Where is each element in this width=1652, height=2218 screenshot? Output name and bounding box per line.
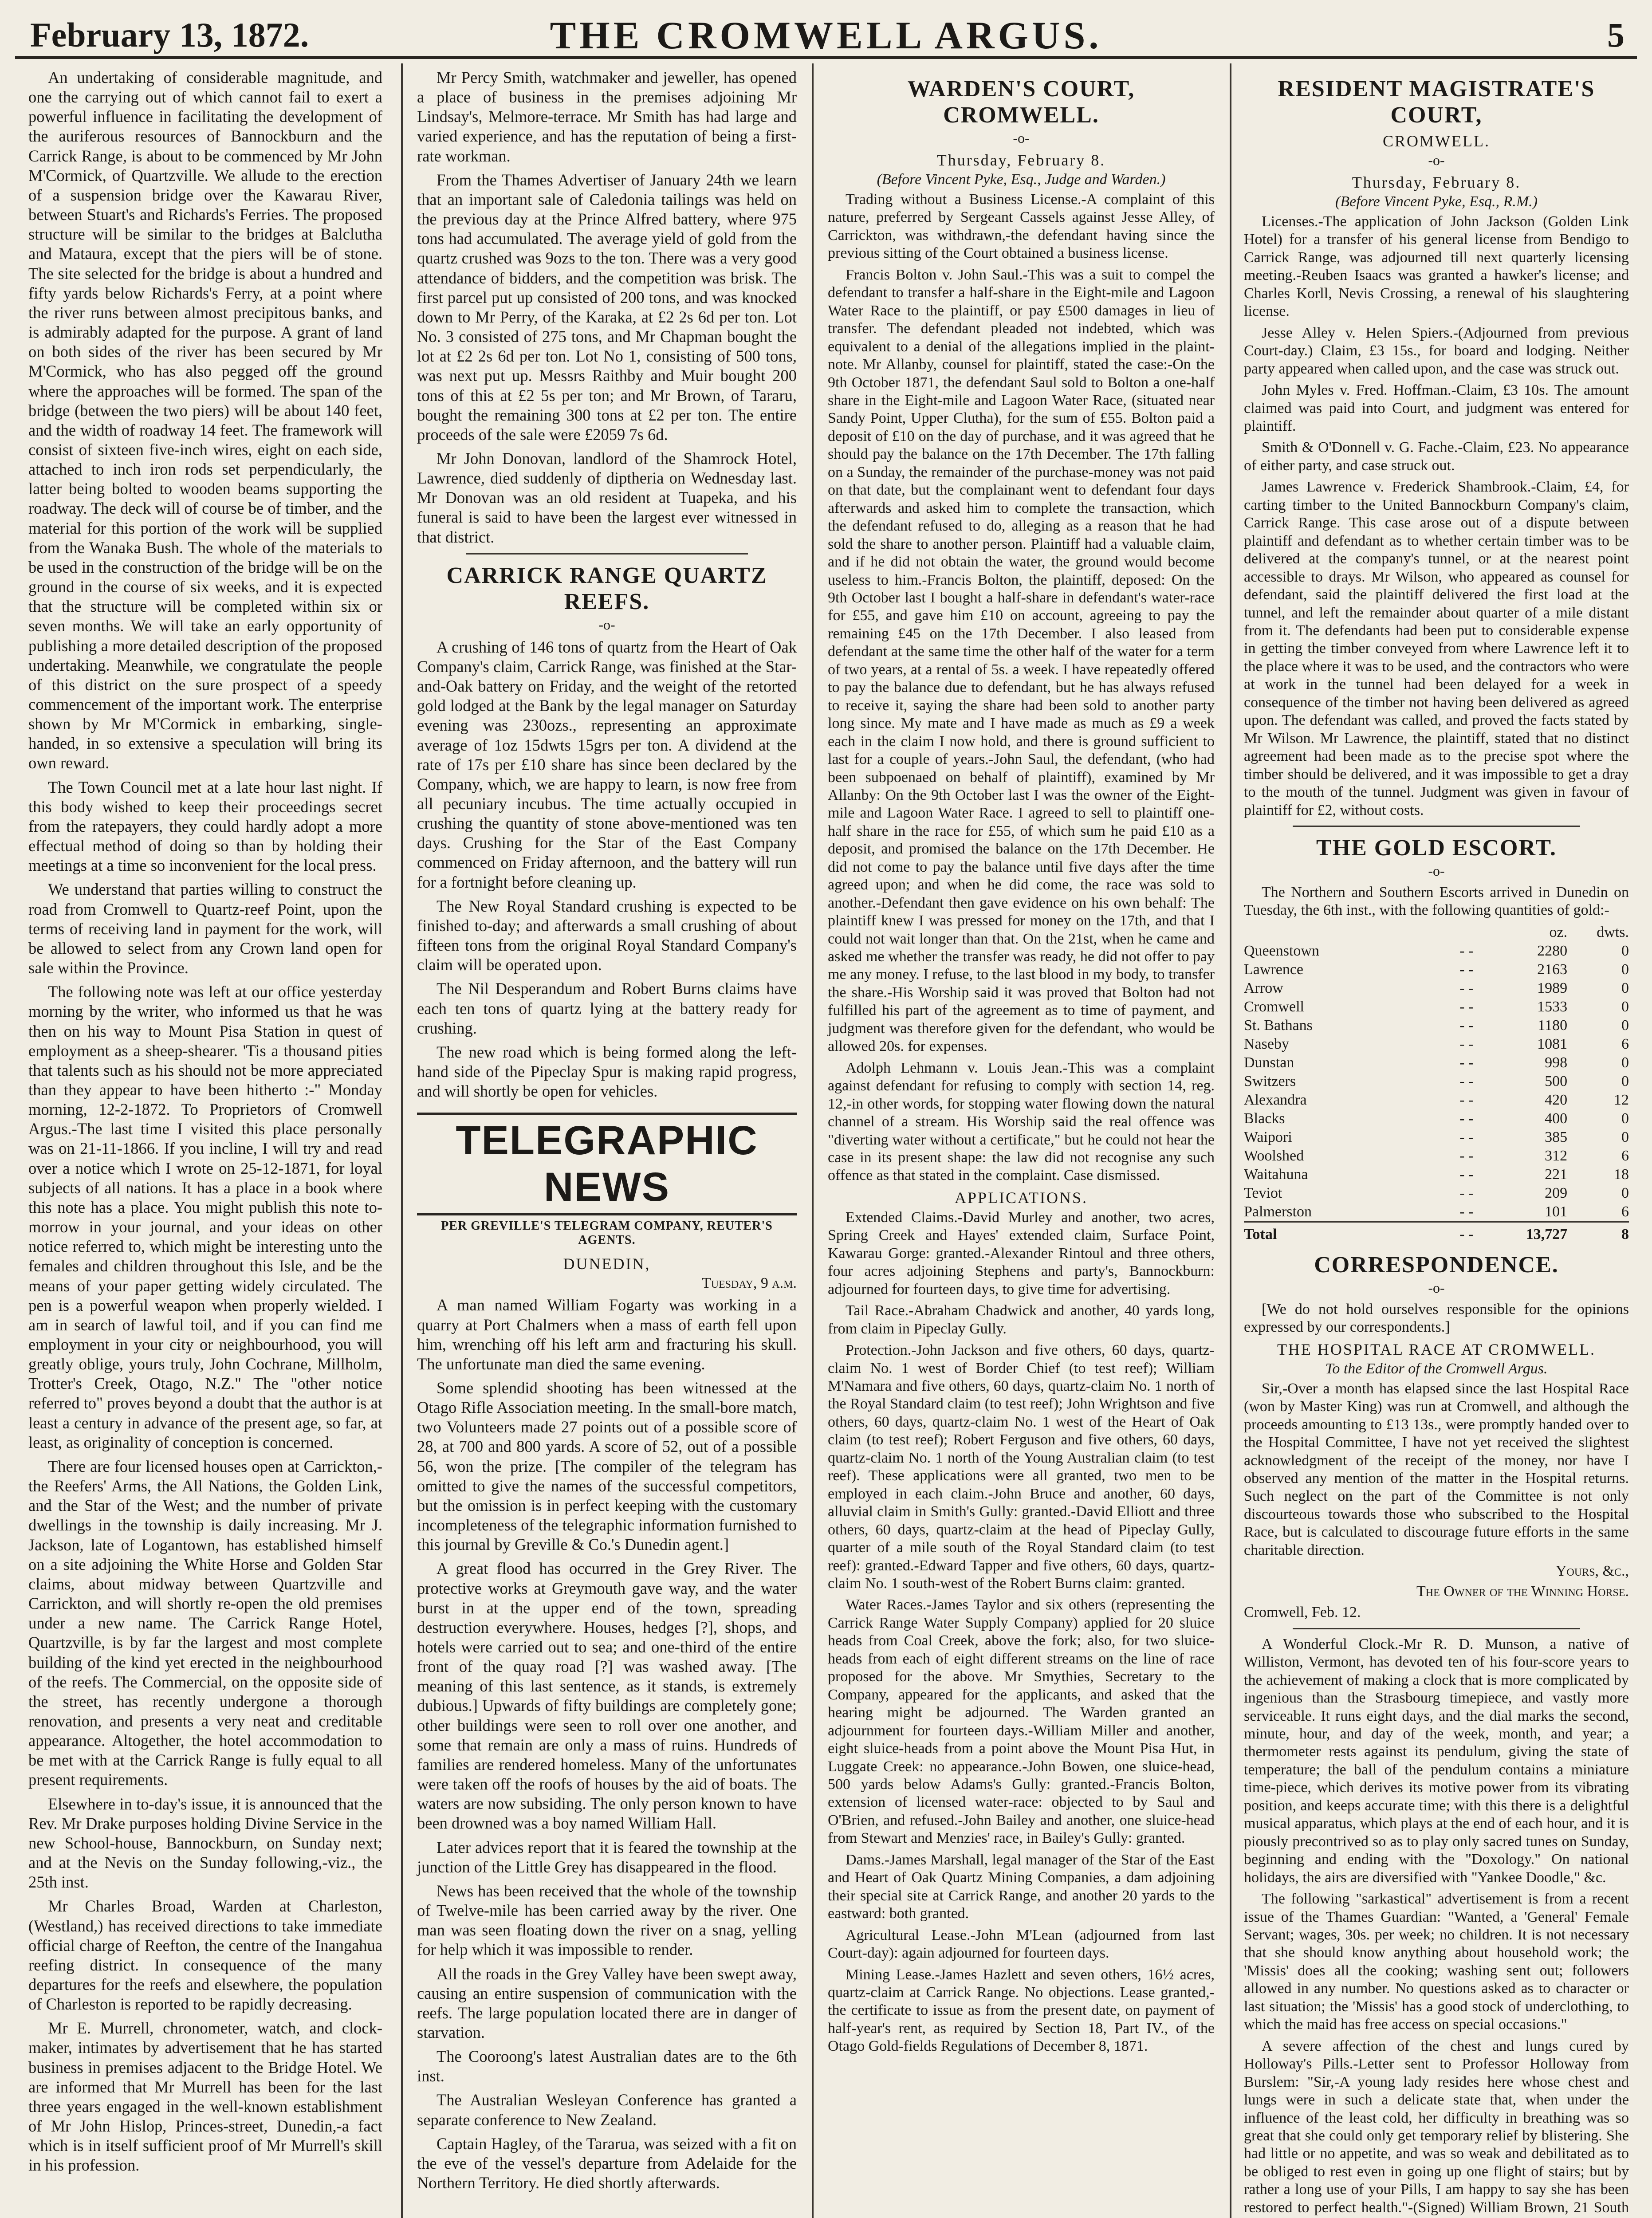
ounces-value: 209 [1545, 1184, 1568, 1201]
ornament-dash: -o- [1428, 1279, 1445, 1296]
gold-table-row [1244, 942, 1629, 960]
leader-dots: - - [1459, 1091, 1474, 1108]
gold-table-row [1244, 1203, 1629, 1222]
pennyweights-value: 0 [1621, 979, 1629, 996]
total-label: Total [1244, 1222, 1459, 1244]
telegram-paragraph: News has been received that the whole of the township of Twelve-mile has been carried away by the river. One man was seen floating down the river on a snag, yelling for help which it was impossible to render. [417, 1881, 797, 1959]
court-before: (Before Vincent Pyke, Esq., R.M.) [1335, 193, 1538, 210]
ounces-value: 1533 [1537, 998, 1568, 1015]
telegram-paragraph: A man named William Fogarty was working in a quarry at Port Chalmers when a mass of earth fell upon him, wrenching off his left arm and fracturing his skull. The unfortunate man died the same evening. [417, 1296, 797, 1373]
column-rule [1230, 63, 1231, 2218]
licensed-houses-paragraph: There are four licensed houses open at Carrickton,-the Reefers' Arms, the All Nations, the Golden Link, and the Star of the West; and the number of private dwellings in the township is daily increasing. Mr J. Jackson, late of Logantown, has established himself on a site adjoining the White Horse and Golden Star claims, about midway between Quartzville and Carrickton, and will shortly re-open the old premises under a new name. The Carrick Range Hotel, Quartzville, is by far the largest and most complete building of the kind yet erected in the neighbourhood of the reefs. The Commercial, on the opposite side of the street, has recently undergone a thorough renovation, and presents a very neat and creditable appearance. Altogether, the hotel accommodation to be met with at the Carrick Range is fully equal to all present requirements. [28, 1457, 382, 1789]
application-paragraph: Water Races.-James Taylor and six others (representing the Carrick Range Water Supply Company) applied for 20 sluice heads from Coal Creek, above the fork; also, for two sluice-heads from each of eight different streams on the line of race proposed for the above. Mr Smythies, Secretary to the Company, appeared for the applicants, and asked that the hearing might be adjourned. The Warden granted an adjournment for fourteen days.-William Miller and another, eight sluice-heads from a point above the Mount Pisa Hut, in Luggate Creek: no appearance.-John Bowen, one sluice-head, 500 yards below Adams's Gully: granted.-Francis Bolton, extension of licensed water-race: objected to by Saul and O'Brien, and refused.-John Bailey and another, one sluice-head from Stewart and Menzies' race, in Bailey's Gully: granted. [828, 1597, 1215, 1847]
ounces-value: 1180 [1538, 1017, 1568, 1034]
hospital-race-letter: Sir,-Over a month has elapsed since the last Hospital Race (won by Master King) was run at Cromwell, and although the proceeds amounting to £13 13s., were promptly handed over to the Hospital Committee, I have not yet received the slightest acknowledgment of the receipt of the money, nor have I observed any mention of the matter in the Hospital returns. Such neglect on the part of the Committee is not only discourteous towards those who subscribed to the Hospital Race, but is calculated to discourage future efforts in the same charitable direction. [1244, 1380, 1629, 1558]
quartz-paragraph: The new road which is being formed along the left-hand side of the Pipeclay Spur is making rapid progress, and will shortly be open for vehicles. [417, 1042, 797, 1101]
gold-table-row [1244, 1128, 1629, 1147]
district-name: Blacks [1244, 1110, 1285, 1127]
ounces-value: 2280 [1537, 942, 1568, 959]
leader-dots: - - [1459, 1147, 1474, 1164]
quartz-reefs-heading: CARRICK RANGE QUARTZ REEFS. [446, 562, 767, 614]
ounces-value: 500 [1545, 1073, 1568, 1089]
clock-paragraph: A Wonderful Clock.-Mr R. D. Munson, a native of Williston, Vermont, has devoted ten of his four-score years to the achievement of making a clock that is more complicated by ingenious than the Strasbourg timepiece, and vastly more serviceable. It runs eight days, and the dial marks the second, minute, hour, and day of the week, month, and year; a thermometer rests against its pendulum, giving the state of temperature; the ball of the pendulum contains a miniature time-piece, which derives its motive power from its vibrating position, and keeps accurate time; with this there is a delightful musical apparatus, which plays at the end of each hour, and it is piously precontrived so as to play only sacred tunes on Sunday, beginning and ending with the "Doxology." On national holidays, the airs are diversified with "Yankee Doodle," &c. [1244, 1636, 1629, 1886]
magistrate-case-paragraph: John Myles v. Fred. Hoffman.-Claim, £3 10s. The amount claimed was paid into Court, and judgment was entered for plaintiff. [1244, 382, 1629, 434]
telegram-paragraph: Some splendid shooting has been witnessed at the Otago Rifle Association meeting. In the small-bore match, two Volunteers made 27 points out of a possible score of 28, at 700 and 800 yards. A score of 52, out of a possible 56, won the prize. [The compiler of the telegram has omitted to give the names of the successful competitors, but the omission is in perfect keeping with the customary incompleteness of the telegraphic information furnished to this journal by Greville & Co.'s Dunedin agent.] [417, 1378, 797, 1554]
town-council-paragraph: The Town Council met at a late hour last night. If this body wished to keep their proceedings secret from the ratepayers, they could hardly adopt a more effectual method of doing so than by holding their meetings at a time so inconvenient for the local press. [28, 778, 382, 875]
pennyweights-value: 6 [1621, 1147, 1629, 1164]
magistrates-court-heading: RESIDENT MAGISTRATE'S COURT, [1278, 76, 1595, 128]
leader-dots: - - [1459, 1073, 1474, 1089]
masthead [15, 13, 1637, 59]
district-name: Dunstan [1244, 1054, 1294, 1071]
telegram-paragraph: Captain Hagley, of the Tararua, was seized with a fit on the eve of the vessel's departure from Adelaide for the Northern Territory. He died shortly afterwards. [417, 2134, 797, 2192]
district-name: Switzers [1244, 1073, 1296, 1089]
gold-escort-intro: The Northern and Southern Escorts arrived in Dunedin on Tuesday, the 6th inst., with the following quantities of gold:- [1244, 884, 1629, 919]
ounces-value: 2163 [1537, 961, 1568, 978]
magistrate-case-paragraph: Jesse Alley v. Helen Spiers.-(Adjourned from previous Court-day.) Claim, £3 15s., for board and lodging. Neither party appeared when called upon, and the case was struck out. [1244, 324, 1629, 377]
telegram-company-line: PER GREVILLE'S TELEGRAM COMPANY, REUTER'S AGENTS. [441, 1219, 773, 1247]
gold-table-row [1244, 979, 1629, 998]
percy-smith-paragraph: Mr Percy Smith, watchmaker and jeweller, has opened a place of business in the premises adjoining Mr Lindsay's, Melmore-terrace. Mr Smith has had large and varied experience, and has the reputation of being a first-rate workman. [417, 68, 797, 165]
application-paragraph: Agricultural Lease.-John M'Lean (adjourned from last Court-day): again adjourned for fourteen days. [828, 1927, 1215, 1962]
magistrate-case-paragraph: Smith & O'Donnell v. G. Fache.-Claim, £23. No appearance of either party, and case struck out. [1244, 439, 1629, 474]
pennyweights-value: 0 [1621, 998, 1629, 1015]
district-name: Arrow [1244, 979, 1283, 996]
telegraphic-news-heading: TELEGRAPHIC NEWS [417, 1113, 797, 1215]
hospital-race-heading: THE HOSPITAL RACE AT CROMWELL. [1277, 1340, 1596, 1358]
ounces-value: 998 [1545, 1054, 1568, 1071]
district-name: Palmerston [1244, 1203, 1312, 1220]
ornament-dash: -o- [598, 616, 615, 633]
district-name: Teviot [1244, 1184, 1282, 1201]
application-paragraph: Mining Lease.-James Hazlett and seven others, 16½ acres, quartz-claim at Carrick Range. No objections. Lease granted,-the certificate to issue as from the present date, on payment of half-year's rent, as required by Section 18, Part IV., of the Otago Gold-fields Regulations of December 8, 1871. [828, 1966, 1215, 2055]
correspondence-heading: CORRESPONDENCE. [1314, 1252, 1559, 1278]
district-name: Waipori [1244, 1129, 1292, 1145]
bridge-paragraph: An undertaking of considerable magnitude, and one the carrying out of which cannot fail to exert a powerful influence in facilitating the development of the auriferous resources of Bannockburn and the Carrick Range, is about to be commenced by Mr John M'Cormick, of Quartzville. We allude to the erection of a suspension bridge over the Kawarau River, between Stuart's and Richards's Ferries. The proposed structure will be similar to the bridges at Balclutha and Mataura, except that the piers will be of stone. The site selected for the bridge is about a hundred and fifty yards below Richards's Ferry, at a point where the river runs between almost precipitous banks, and is admirably adapted for the purpose. A grant of land on both sides of the river has been secured by Mr M'Cormick, who has also pegged off the ground where the approaches will be formed. The span of the bridge (between the two piers) will be about 140 feet, and the width of roadway 14 feet. The framework will consist of sixteen five-inch wires, eight on each side, attached to inch iron rods set perpendicularly, the latter being bolted to wooden beams supporting the roadway. The deck will of course be of timber, and the material for this portion of the work will be supplied from the Wanaka Bush. The whole of the materials to be used in the construction of the bridge will be on the ground in the course of six weeks, and it is expected that the structure will be completed within six or seven months. We will take an early opportunity of publishing a more detailed description of the proposed undertaking. Meanwhile, we congratulate the people of this district on the sure prospect of a speedy commencement of the important work. The enterprise shown by Mr M'Cormick in embarking, single-handed, in so extensive a speculation will bring its own reward. [28, 68, 382, 772]
leader-dots: - - [1459, 979, 1474, 996]
district-name: St. Bathans [1244, 1017, 1313, 1034]
ornament-dash: -o- [1428, 862, 1445, 879]
gold-table-total-row [1244, 1222, 1629, 1244]
leader-dots: - - [1459, 1054, 1474, 1071]
total-pennyweights: 8 [1567, 1222, 1629, 1244]
telegram-paragraph: The Australian Wesleyan Conference has granted a separate conference to New Zealand. [417, 2091, 797, 2129]
ounces-value: 385 [1545, 1129, 1568, 1145]
pennyweights-value: 0 [1621, 1110, 1629, 1127]
magistrate-case-paragraph: James Lawrence v. Frederick Shambrook.-Claim, £4, for carting timber to the United Bannockburn Company's claim, Carrick Range. This case arose out of a dispute between plaintiff and defendant as to whether certain timber was to be delivered at the company's tunnel, or at the nearest point accessible to drays. Mr Wilson, who appeared as counsel for defendant, said the plaintiff delivered the first load at the tunnel, and left the remainder about quarter of a mile distant from it. The defendants had been put to considerable expense in getting the timber conveyed from where Lawrence left it to the place where it was to be used, and the contractors who were at work in the tunnel had been delayed for a week in consequence of the timber not having been delivered as agreed upon. The defendant was called, and proved the facts stated by Mr Wilson. Mr Lawrence, the plaintiff, stated that no distinct agreement had been made as to the precise spot where the timber should be delivered, and it was impossible to get a dray to the mouth of the tunnel. Judgment was given in favour of plaintiff for £2, without costs. [1244, 479, 1629, 818]
wardens-court-heading: WARDEN'S COURT, CROMWELL. [907, 76, 1135, 128]
application-paragraph: Protection.-John Jackson and five others, 60 days, quartz-claim No. 1 west of Border Chief (to test reef); William M'Namara and five others, 60 days, quartz-claim No. 1 north of the Royal Standard claim (to test reef); John Wrightson and five others, 60 days, quartz-claim No. 1 west of the Heart of Oak claim (to test reef); Robert Ferguson and five others, 60 days, quartz-claim No. 1 north of the Young Australian claim (to test reef). These applications were all granted, two men to be employed in each claim.-John Bruce and another, 60 days, alluvial claim in Smith's Gully: granted.-David Elliott and three others, 60 days, quartz-claim at the head of Pipeclay Gully, quarter of a mile south of the Royal Standard claim (to test reef): granted.-Edward Tapper and five others, 60 days, quartz-claim No. 1 south-west of the Robert Burns claim: granted. [828, 1342, 1215, 1592]
pennyweights-value: 6 [1621, 1203, 1629, 1220]
column-3 [818, 63, 1224, 2218]
telegram-paragraph: A great flood has occurred in the Grey River. The protective works at Greymouth gave way, and the water burst in at the upper end of the town, spreading destruction everywhere. Houses, hedges [?], shops, and hotels were carried out to sea; and one-third of the entire front of the quay road [?] was washed away. [The meaning of this last sentence, as it stands, is extremely dubious.] Upwards of fifty buildings are completely gone; other buildings were seen to roll over one another, and some that remain are only a mass of ruins. Hundreds of families are rendered homeless. Many of the unfortunates were taken off the roofs of houses by the aid of boats. The waters are now subsiding. The only person known to have been drowned was a boy named William Hall. [417, 1559, 797, 1833]
pennyweights-value: 0 [1621, 1073, 1629, 1089]
ounces-value: 1081 [1537, 1035, 1568, 1052]
page-number: 5 [1607, 16, 1624, 54]
holloway-paragraph: A severe affection of the chest and lungs cured by Holloway's Pills.-Letter sent to Professor Holloway from Burslem: "Sir,-A young lady resides here whose chest and lungs were in such a delicate state that, when under the influence of the least cold, her difficulty in breathing was so great that she could only get temporary relief by blistering. She had little or no appetite, and was so weak and debilitated as to be obliged to rest even in going up one flight of stairs; but by rather a long use of your Pills, I am happy to say she has been restored to perfect health."-(Signed) William Brown, 21 South [1244, 2037, 1629, 2216]
tailings-sale-paragraph: From the Thames Advertiser of January 24th we learn that an important sale of Caledonia tailings was held on the previous day at the Prince Alfred battery, where 975 tons had accumulated. The average yield of gold from the quartz crushed was 9ozs to the ton. There was a very good attendance of bidders, and the competition was brisk. The first parcel put up consisted of 200 tons, and was knocked down to Mr Perry, of the Karaka, at £2 2s 6d per ton. Lot No. 3 consisted of 275 tons, and Mr Chapman bought the lot at £2 2s 6d per ton. Lot No 1, consisting of 500 tons, was next put up. Messrs Raithby and Muir bought 200 tons of this at £2 5s per ton; and Mr Brown, of Tararu, bought the remaining 300 tons at £2 per ton. The entire proceeds of the sale were £2059 7s 6d. [417, 170, 797, 444]
leader-dots: - - [1459, 998, 1474, 1015]
ounces-value: 221 [1545, 1166, 1568, 1183]
column-2 [407, 63, 806, 2218]
leader-dots: - - [1459, 1035, 1474, 1052]
oz-unit: oz. [1549, 924, 1568, 940]
court-before: (Before Vincent Pyke, Esq., Judge and Warden.) [877, 171, 1166, 188]
gold-table-units-row [1244, 923, 1629, 942]
pennyweights-value: 6 [1621, 1035, 1629, 1052]
district-name: Cromwell [1244, 998, 1304, 1015]
ounces-value: 312 [1545, 1147, 1568, 1164]
gold-table-row [1244, 1109, 1629, 1128]
quartz-paragraph: The New Royal Standard crushing is expected to be finished to-day; and afterwards a small crushing of about fifteen tons from the original Royal Standard Company's claim will be operated upon. [417, 897, 797, 974]
column-4 [1236, 63, 1637, 2218]
district-name: Woolshed [1244, 1147, 1304, 1164]
telegram-paragraph: Later advices report that it is feared the township at the junction of the Little Grey has disappeared in the flood. [417, 1838, 797, 1876]
application-paragraph: Tail Race.-Abraham Chadwick and another, 40 yards long, from claim in Pipeclay Gully. [828, 1302, 1215, 1337]
applications-heading: APPLICATIONS. [954, 1188, 1088, 1207]
newspaper-title: THE CROMWELL ARGUS. [550, 14, 1102, 57]
advertisement-paragraph: The following "sarkastical" advertisement is from a recent issue of the Thames Guardian: "Wanted, a 'General' Female Servant; wages, 30s. per week; no children. It is not necessary that she should know anything about household work; the 'Missis' does all the cooking; washing sent out; followers allowed in any number. No questions asked as to character or last situation; the 'Missis' has a good stock of underclothing, to which the maid has free access on special occasions." [1244, 1891, 1629, 2033]
leader-dots: - - [1459, 1203, 1474, 1220]
ounces-value: 400 [1545, 1110, 1568, 1127]
leader-dots: - - [1459, 1184, 1474, 1201]
gold-table-row [1244, 1165, 1629, 1184]
dwt-unit: dwts. [1597, 924, 1629, 940]
column-rule [812, 63, 814, 2218]
column-1 [15, 63, 396, 2218]
pennyweights-value: 0 [1621, 1054, 1629, 1071]
district-name: Naseby [1244, 1035, 1289, 1052]
divine-service-paragraph: Elsewhere in to-day's issue, it is announced that the Rev. Mr Drake purposes holding Divine Service in the new School-house, Bannockburn, on Sunday next; and at the Nevis on the Sunday following,-viz., the 25th inst. [28, 1794, 382, 1892]
section-divider [1293, 1628, 1580, 1629]
columns [15, 63, 1637, 2218]
court-date: Thursday, February 8. [1352, 173, 1521, 191]
district-name: Alexandra [1244, 1091, 1307, 1108]
pennyweights-value: 0 [1621, 1129, 1629, 1145]
letter-signature: The Owner of the Winning Horse. [1416, 1583, 1629, 1600]
district-name: Waitahuna [1244, 1166, 1308, 1183]
telegram-paragraph: The Cooroong's latest Australian dates are to the 6th inst. [417, 2047, 797, 2085]
magistrate-case-paragraph: Licenses.-The application of John Jackson (Golden Link Hotel) for a transfer of his general license from Bendigo to Carrick Range, was adjourned till next quarterly licensing meeting.-Reuben Isaacs was granted a hawker's license; and Charles Korll, Nevis Crossing, a renewal of his slaughtering license. [1244, 213, 1629, 320]
court-case-paragraph: Francis Bolton v. John Saul.-This was a suit to compel the defendant to transfer a half-share in the Eight-mile and Lagoon Water Race to the plaintiff, or pay £500 damages in lieu of transfer. The defendant pleaded not indebted, which was equivalent to a denial of the allegations implied in the plaint-note. Mr Allanby, counsel for plaintiff, stated the case:-On the 9th October 1871, the defendant Saul sold to Bolton a one-half share in the Eight-mile and Lagoon Water Race, (situated near Sandy Point, Upper Clutha), for the sum of £55. Bolton paid a deposit of £10 on the day of purchase, and it was agreed that he should pay the balance on the 17th December. The 17th falling on a Sunday, the remainder of the purchase-money was not paid on that date, but the complainant went to defendant four days afterwards and asked him to complete the transaction, which the defendant refused to do, alleging as a reason that he had sold the share to another person. Plaintiff had a valuable claim, and if he did not obtain the water, the ground would become useless to him.-Francis Bolton, the plaintiff, deposed: On the 9th October last I bought a half-share in defendant's water-race for £55, and gave him £10 on account, agreeing to pay the remaining £45 on the 17th December. I also leased from defendant at the same time the other half of the water for a term of two years, at a rental of 5s. a week. I have repeatedly offered to pay the balance due to defendant, but he has always refused to receive it, saying the share had been sold to another party long since. My mate and I have made as much as £9 a week each in the claim I now hold, and there is ground sufficient to last for a couple of years.-John Saul, the defendant, (who had been subpoenaed on behalf of plaintiff), examined by Mr Allanby: On the 9th October last I was the owner of the Eight-mile and Lagoon Water Race. I agreed to sell to plaintiff one-half share in the race for £55, of which sum he paid £10 as a deposit, and promised the balance on the 17th December. He did not come to pay the balance until five days after the time agreed upon; and when he did come, the race was sold to another.-Defendant then gave evidence on his own behalf: The plaintiff knew I was pressed for money on the 17th, and that I could not wait longer than that. On the 21st, when he came and asked me whether the transfer was ready, he did not offer to pay me any money. I refuse, to the last blood in my body, to transfer the share.-His Worship said it was proved that Bolton had not fulfilled his part of the agreement as to time of payment, and judgment was therefore given for the defendant, who would be allowed 20s. for expenses. [828, 266, 1215, 1055]
issue-date: February 13, 1872. [30, 16, 309, 54]
warden-broad-paragraph: Mr Charles Broad, Warden at Charleston, (Westland,) has received directions to take immediate official charge of Reefton, the centre of the Inangahua reefing district. In consequence of the many departures for the reefs and elsewhere, the population of Charleston is reported to be rapidly decreasing. [28, 1897, 382, 2014]
murrell-paragraph: Mr E. Murrell, chronometer, watch, and clock-maker, intimates by advertisement that he has started business in premises adjacent to the Bridge Hotel. We are informed that Mr Murrell has been for the last three years engaged in the well-known establishment of Mr John Hislop, Princes-street, Dunedin,-a fact which is in itself sufficient proof of Mr Murrell's skill in his profession. [28, 2019, 382, 2175]
donovan-paragraph: Mr John Donovan, landlord of the Shamrock Hotel, Lawrence, died suddenly of diptheria on Wednesday last. Mr Donovan was an old resident at Tuapeka, and his funeral is said to have been the largest ever witnessed in that district. [417, 449, 797, 546]
pennyweights-value: 18 [1614, 1166, 1629, 1183]
quartz-paragraph: A crushing of 146 tons of quartz from the Heart of Oak Company's claim, Carrick Range, was finished at the Star-and-Oak battery on Friday, and the weight of the retorted gold lodged at the Bank by the legal manager on Saturday evening was 230ozs., representing an approximate average of 1oz 15dwts 15grs per ton. A dividend at the rate of 17s per £10 share has since been declared by the Company, which, we are happy to learn, is now free from all pecuniary incubus. The time actually occupied in crushing the quantity of stone above-mentioned was ten days. Crushing for the Star of the East Company commenced on Friday afternoon, and the battery will run for a fortnight before cleaning up. [417, 637, 797, 891]
section-divider [1293, 826, 1580, 827]
gold-table-row [1244, 960, 1629, 979]
district-name: Lawrence [1244, 961, 1304, 978]
road-paragraph: We understand that parties willing to construct the road from Cromwell to Quartz-reef Point, upon the terms of receiving land in payment for the work, will be allowed to select from any Crown land open for sale within the Province. [28, 880, 382, 977]
dateline-time: Tuesday, 9 a.m. [701, 1275, 797, 1292]
dateline-place: DUNEDIN, [563, 1255, 651, 1273]
quartz-paragraph: The Nil Desperandum and Robert Burns claims have each ten tons of quartz lying at the battery ready for crushing. [417, 979, 797, 1037]
leader-dots: - - [1459, 1110, 1474, 1127]
leader-dots: - - [1459, 1166, 1474, 1183]
ounces-value: 1989 [1537, 979, 1568, 996]
pennyweights-value: 0 [1621, 1184, 1629, 1201]
column-rule [401, 63, 403, 2218]
gold-table-row [1244, 1054, 1629, 1072]
gold-table-row [1244, 998, 1629, 1016]
application-paragraph: Extended Claims.-David Murley and another, two acres, Spring Creek and Hayes' extended claim, Surface Point, Kawarau Gorge: granted.-Alexander Rintoul and three others, four acres adjoining Stephens and party's, Bannockburn: adjourned for fourteen days, to give time for advertising. [828, 1209, 1215, 1298]
gold-escort-heading: THE GOLD ESCORT. [1316, 835, 1557, 861]
ornament-dash: -o- [1013, 130, 1030, 146]
letter-signoff: Yours, &c., [1555, 1563, 1629, 1580]
total-ounces: 13,727 [1506, 1222, 1567, 1244]
application-paragraph: Dams.-James Marshall, legal manager of the Star of the East and Heart of Oak Quartz Mining Companies, a dam adjoining their special site at Carrick Range, and another 20 yards to the eastward: both granted. [828, 1851, 1215, 1922]
gold-table-row [1244, 1091, 1629, 1109]
pennyweights-value: 12 [1614, 1091, 1629, 1108]
leader-dots: - - [1459, 1129, 1474, 1145]
gold-table-row [1244, 1016, 1629, 1035]
court-case-paragraph: Adolph Lehmann v. Louis Jean.-This was a complaint against defendant for refusing to comply with section 14, reg. 12,-in other words, for stopping water flowing down the natural channel of a stream. His Worship said the real offence was "diverting water without a certificate," but he could not hear the case in its present shape: the law did not recognise any such offence as that stated in the complaint. Case dismissed. [828, 1059, 1215, 1184]
telegram-paragraph: All the roads in the Grey Valley have been swept away, causing an entire suspension of communication with the reefs. The large population located there are in danger of starvation. [417, 1964, 797, 2041]
district-name: Queenstown [1244, 942, 1319, 959]
gold-table-row [1244, 1147, 1629, 1165]
leader-dots: - - [1459, 1017, 1474, 1034]
letter-place-date: Cromwell, Feb. 12. [1244, 1604, 1361, 1621]
section-divider [466, 553, 748, 554]
gold-table-row [1244, 1035, 1629, 1054]
magistrates-court-place: CROMWELL. [1383, 132, 1490, 150]
gold-escort-table [1244, 923, 1629, 1244]
court-date: Thursday, February 8. [936, 151, 1106, 169]
ounces-value: 101 [1545, 1203, 1568, 1220]
leader-dots: - - [1459, 942, 1474, 959]
correspondence-note: [We do not hold ourselves responsible for the opinions expressed by our correspondents.] [1244, 1301, 1629, 1336]
gold-table-row [1244, 1184, 1629, 1203]
pennyweights-value: 0 [1621, 1017, 1629, 1034]
pennyweights-value: 0 [1621, 961, 1629, 978]
court-case-paragraph: Trading without a Business License.-A complaint of this nature, preferred by Sergeant Cassels against Jesse Alley, of Carrickton, was withdrawn,-the defendant having since the previous sitting of the Court obtained a business license. [828, 191, 1215, 262]
ounces-value: 420 [1545, 1091, 1568, 1108]
note-paragraph: The following note was left at our office yesterday morning by the writer, who informed us that he was then on his way to Mount Pisa Station in quest of employment as a sheep-shearer. 'Tis a thousand pities that talents such as his should not be more appreciated than they appear to have been hitherto :-" Monday morning, 12-2-1872. To Proprietors of Cromwell Argus.-The last time I visited this place personally was on 21-11-1866. If you incline, I will try and read over a notice which I wrote on 25-12-1871, for loyal subjects of all nations. It has a place in a book where this note has a place. You might publish this note to-morrow in your journal, and your ideas on other notice referred to, which might be interesting unto the females and children throughout this Isle, and be the means of your paper getting widely circulated. The pen is a powerful weapon when properly wielded. I am in search of lawful toil, and if you can find me employment in your city or neighbourhood, you will greatly oblige, yours truly, John Cochrane, Millholm, Trotter's Creek, Otago, N.Z." The "other notice referred to" proves beyond a doubt that the author is at least a century in advance of the present age, so far, at least, as originality of conception is concerned. [28, 983, 382, 1451]
gold-table-row [1244, 1072, 1629, 1091]
letter-addressee: To the Editor of the Cromwell Argus. [1325, 1360, 1548, 1377]
leader-dots: - - [1459, 961, 1474, 978]
ornament-dash: -o- [1428, 152, 1445, 168]
leader-dots: - - [1459, 1222, 1506, 1244]
pennyweights-value: 0 [1621, 942, 1629, 959]
